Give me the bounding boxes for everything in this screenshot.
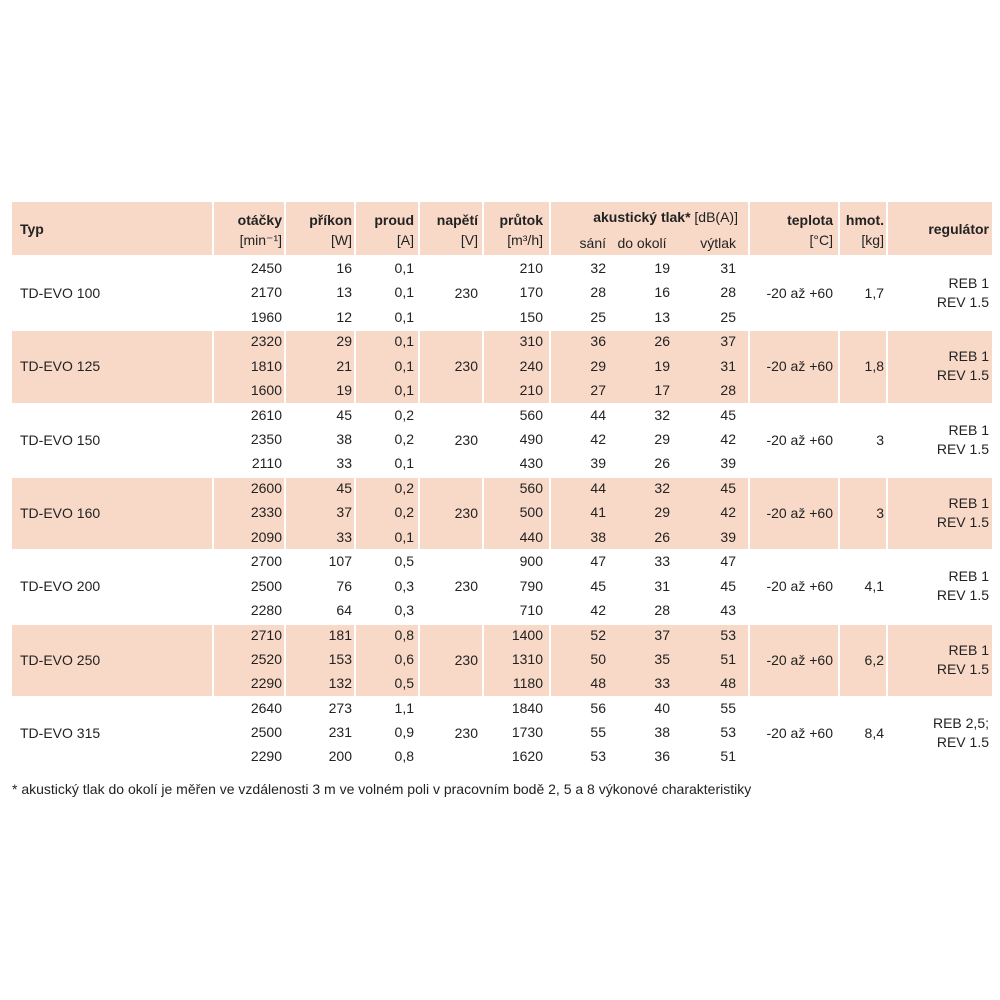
cell-sani: 52 <box>590 626 606 643</box>
cell-do-okoli: 37 <box>654 626 670 643</box>
column-divider <box>549 202 551 770</box>
cell-otacky: 2320 <box>250 333 282 350</box>
cell-do-okoli: 26 <box>654 455 670 472</box>
cell-prikon: 16 <box>336 260 352 276</box>
cell-prutok: 430 <box>519 455 543 472</box>
cell-teplota: -20 až +60 <box>766 285 833 301</box>
cell-proud: 0,1 <box>394 528 414 545</box>
cell-do-okoli: 32 <box>654 479 670 496</box>
cell-prikon: 132 <box>328 675 352 692</box>
cell-prikon: 64 <box>336 601 352 618</box>
row-divider <box>12 403 992 405</box>
cell-otacky: 2610 <box>250 406 282 423</box>
row-divider <box>12 329 992 331</box>
header-sani: sání <box>579 235 606 251</box>
cell-napeti: 230 <box>454 431 478 448</box>
cell-prutok: 900 <box>519 553 543 570</box>
cell-prutok: 1180 <box>512 675 543 692</box>
cell-vytlak: 55 <box>720 699 736 716</box>
cell-sani: 45 <box>590 577 606 594</box>
cell-sani: 32 <box>590 260 606 276</box>
cell-napeti: 230 <box>454 651 478 668</box>
cell-sani: 42 <box>590 430 606 447</box>
cell-vytlak: 37 <box>720 333 736 350</box>
cell-prutok: 170 <box>519 284 543 301</box>
cell-sani: 27 <box>590 381 606 398</box>
header-akustika <box>550 209 738 225</box>
cell-prikon: 38 <box>336 430 352 447</box>
cell-prutok: 150 <box>519 308 543 325</box>
cell-prikon: 21 <box>336 357 352 374</box>
header-teplota: teplota <box>787 212 833 228</box>
cell-prikon: 200 <box>328 748 352 765</box>
cell-prikon: 12 <box>336 308 352 325</box>
cell-otacky: 2290 <box>250 675 282 692</box>
cell-regulator-2: REV 1.5 <box>936 513 989 530</box>
cell-proud: 0,2 <box>394 504 414 521</box>
header-prikon-unit: [W] <box>331 232 352 248</box>
cell-prutok: 240 <box>519 357 543 374</box>
cell-prikon: 273 <box>328 699 352 716</box>
cell-prutok: 210 <box>519 260 543 276</box>
cell-otacky: 2280 <box>250 601 282 618</box>
cell-vytlak: 45 <box>720 406 736 423</box>
cell-vytlak: 47 <box>720 553 736 570</box>
cell-prikon: 19 <box>336 381 352 398</box>
row-divider <box>12 256 992 258</box>
cell-hmot: 3 <box>876 504 884 521</box>
cell-proud: 0,1 <box>394 308 414 325</box>
cell-otacky: 2330 <box>250 504 282 521</box>
header-hmot-unit: [kg] <box>861 232 884 248</box>
cell-do-okoli: 26 <box>654 528 670 545</box>
cell-otacky: 2170 <box>250 284 282 301</box>
cell-prikon: 45 <box>336 406 352 423</box>
cell-prutok: 560 <box>519 479 543 496</box>
row-divider <box>12 623 992 625</box>
cell-do-okoli: 28 <box>654 601 670 618</box>
cell-prikon: 181 <box>328 626 352 643</box>
cell-napeti: 230 <box>454 578 478 595</box>
cell-otacky: 2500 <box>250 577 282 594</box>
cell-regulator-2: REV 1.5 <box>936 367 989 384</box>
cell-prutok: 440 <box>519 528 543 545</box>
cell-vytlak: 39 <box>720 455 736 472</box>
cell-regulator-2: REV 1.5 <box>936 294 989 310</box>
column-divider <box>284 202 286 770</box>
row-divider <box>12 476 992 478</box>
cell-vytlak: 43 <box>720 601 736 618</box>
cell-vytlak: 31 <box>720 357 736 374</box>
header-akustika-label: akustický tlak* <box>593 209 691 225</box>
cell-otacky: 2710 <box>250 626 282 643</box>
cell-regulator-2: REV 1.5 <box>936 440 989 457</box>
cell-regulator-2: REV 1.5 <box>936 660 989 677</box>
cell-typ: TD-EVO 200 <box>20 578 101 595</box>
cell-prutok: 560 <box>519 406 543 423</box>
cell-regulator-1: REB 1 <box>948 421 989 438</box>
cell-regulator-1: REB 1 <box>948 275 989 291</box>
cell-proud: 0,3 <box>394 601 414 618</box>
cell-vytlak: 45 <box>720 577 736 594</box>
cell-regulator-1: REB 1 <box>948 568 989 585</box>
header-napeti-unit: [V] <box>460 232 478 248</box>
cell-prikon: 107 <box>328 553 352 570</box>
cell-prutok: 1730 <box>511 724 543 741</box>
cell-sani: 44 <box>590 406 606 423</box>
cell-sani: 55 <box>590 724 606 741</box>
cell-teplota: -20 až +60 <box>766 431 833 448</box>
cell-vytlak: 51 <box>720 650 736 667</box>
cell-proud: 0,1 <box>394 357 414 374</box>
cell-otacky: 2500 <box>250 724 282 741</box>
cell-prutok: 1400 <box>511 626 543 643</box>
cell-prikon: 33 <box>336 455 352 472</box>
header-otacky: otáčky <box>237 212 282 228</box>
cell-prutok: 1310 <box>511 650 543 667</box>
cell-do-okoli: 16 <box>654 284 670 301</box>
cell-teplota: -20 až +60 <box>766 724 833 741</box>
cell-prikon: 13 <box>336 284 352 301</box>
header-proud: proud <box>374 212 414 228</box>
cell-prikon: 37 <box>336 504 352 521</box>
cell-prutok: 500 <box>519 504 543 521</box>
cell-prikon: 29 <box>336 333 352 350</box>
header-prutok-unit: [m³/h] <box>507 232 543 248</box>
cell-napeti: 230 <box>454 285 478 301</box>
cell-do-okoli: 31 <box>654 577 670 594</box>
cell-do-okoli: 33 <box>654 675 670 692</box>
header-teplota-unit: [°C] <box>809 232 833 248</box>
cell-sani: 47 <box>590 553 606 570</box>
cell-do-okoli: 35 <box>654 650 670 667</box>
cell-vytlak: 48 <box>720 675 736 692</box>
cell-do-okoli: 32 <box>654 406 670 423</box>
cell-sani: 29 <box>590 357 606 374</box>
cell-proud: 0,1 <box>394 455 414 472</box>
cell-hmot: 1,7 <box>864 285 884 301</box>
cell-do-okoli: 19 <box>654 357 670 374</box>
cell-teplota: -20 až +60 <box>766 578 833 595</box>
header-prikon: příkon <box>309 212 352 228</box>
cell-otacky: 2700 <box>250 553 282 570</box>
cell-proud: 0,5 <box>394 553 414 570</box>
cell-typ: TD-EVO 160 <box>20 504 101 521</box>
cell-do-okoli: 38 <box>654 724 670 741</box>
cell-prikon: 153 <box>328 650 352 667</box>
header-hmot: hmot. <box>845 212 884 228</box>
cell-sani: 56 <box>590 699 606 716</box>
cell-typ: TD-EVO 250 <box>20 651 101 668</box>
cell-vytlak: 42 <box>720 504 736 521</box>
cell-vytlak: 39 <box>720 528 736 545</box>
cell-vytlak: 45 <box>720 479 736 496</box>
cell-do-okoli: 29 <box>654 430 670 447</box>
cell-proud: 0,3 <box>394 577 414 594</box>
cell-sani: 25 <box>590 308 606 325</box>
cell-prutok: 210 <box>519 381 543 398</box>
cell-vytlak: 42 <box>720 430 736 447</box>
cell-prutok: 710 <box>519 601 543 618</box>
cell-do-okoli: 19 <box>654 260 670 276</box>
cell-sani: 44 <box>590 479 606 496</box>
cell-otacky: 1810 <box>250 357 282 374</box>
cell-proud: 0,1 <box>394 333 414 350</box>
cell-do-okoli: 17 <box>654 381 670 398</box>
header-akustika-unit: [dB(A)] <box>694 209 738 225</box>
cell-otacky: 2640 <box>250 699 282 716</box>
cell-do-okoli: 13 <box>654 308 670 325</box>
cell-vytlak: 53 <box>720 626 736 643</box>
cell-otacky: 2090 <box>250 528 282 545</box>
cell-otacky: 2350 <box>250 430 282 447</box>
cell-napeti: 230 <box>454 358 478 375</box>
cell-prikon: 231 <box>328 724 352 741</box>
cell-regulator-1: REB 2,5; <box>932 714 989 731</box>
cell-napeti: 230 <box>454 504 478 521</box>
cell-prikon: 33 <box>336 528 352 545</box>
header-prutok: průtok <box>499 212 543 228</box>
cell-otacky: 1600 <box>250 381 282 398</box>
cell-regulator-2: REV 1.5 <box>936 733 989 750</box>
cell-otacky: 2600 <box>250 479 282 496</box>
cell-teplota: -20 až +60 <box>766 504 833 521</box>
cell-vytlak: 51 <box>720 748 736 765</box>
cell-prutok: 490 <box>519 430 543 447</box>
cell-proud: 0,1 <box>394 381 414 398</box>
cell-otacky: 2290 <box>250 748 282 765</box>
cell-sani: 39 <box>590 455 606 472</box>
cell-typ: TD-EVO 315 <box>20 724 101 741</box>
cell-do-okoli: 29 <box>654 504 670 521</box>
cell-typ: TD-EVO 150 <box>20 431 101 448</box>
cell-prutok: 1840 <box>511 699 543 716</box>
header-napeti: napětí <box>436 212 478 228</box>
header-do-okoli: do okolí <box>617 235 667 251</box>
cell-proud: 0,6 <box>394 650 414 667</box>
cell-proud: 0,1 <box>394 260 414 276</box>
cell-proud: 0,2 <box>394 430 414 447</box>
header-regulator: regulátor <box>928 221 989 237</box>
cell-teplota: -20 až +60 <box>766 651 833 668</box>
cell-proud: 0,8 <box>394 748 414 765</box>
cell-proud: 0,9 <box>394 724 414 741</box>
cell-hmot: 6,2 <box>864 651 884 668</box>
cell-otacky: 2450 <box>250 260 282 276</box>
cell-sani: 28 <box>590 284 606 301</box>
cell-do-okoli: 33 <box>654 553 670 570</box>
cell-proud: 0,1 <box>394 284 414 301</box>
cell-prutok: 790 <box>519 577 543 594</box>
cell-regulator-1: REB 1 <box>948 641 989 658</box>
row-divider <box>12 549 992 551</box>
cell-do-okoli: 26 <box>654 333 670 350</box>
cell-sani: 53 <box>590 748 606 765</box>
cell-prutok: 310 <box>519 333 543 350</box>
cell-vytlak: 28 <box>720 381 736 398</box>
cell-prikon: 76 <box>336 577 352 594</box>
cell-napeti: 230 <box>454 724 478 741</box>
cell-sani: 36 <box>590 333 606 350</box>
cell-vytlak: 28 <box>720 284 736 301</box>
cell-otacky: 2110 <box>251 455 282 472</box>
cell-regulator-1: REB 1 <box>948 348 989 365</box>
cell-sani: 50 <box>590 650 606 667</box>
cell-do-okoli: 36 <box>654 748 670 765</box>
cell-vytlak: 25 <box>720 308 736 325</box>
header-otacky-unit: [min⁻¹] <box>239 232 282 248</box>
header-typ: Typ <box>20 221 44 237</box>
header-vytlak: výtlak <box>700 235 736 251</box>
cell-sani: 48 <box>590 675 606 692</box>
row-divider <box>12 696 992 698</box>
cell-do-okoli: 40 <box>654 699 670 716</box>
cell-proud: 0,2 <box>394 479 414 496</box>
cell-prikon: 45 <box>336 479 352 496</box>
cell-sani: 41 <box>590 504 606 521</box>
cell-proud: 1,1 <box>394 699 414 716</box>
cell-prutok: 1620 <box>511 748 543 765</box>
cell-otacky: 2520 <box>250 650 282 667</box>
cell-teplota: -20 až +60 <box>766 358 833 375</box>
cell-hmot: 3 <box>876 431 884 448</box>
header-proud-unit: [A] <box>396 232 414 248</box>
cell-sani: 38 <box>590 528 606 545</box>
cell-hmot: 1,8 <box>864 358 884 375</box>
row-divider <box>12 769 992 771</box>
cell-proud: 0,5 <box>394 675 414 692</box>
cell-regulator-2: REV 1.5 <box>936 587 989 604</box>
cell-typ: TD-EVO 125 <box>20 358 101 375</box>
cell-hmot: 8,4 <box>864 724 884 741</box>
cell-otacky: 1960 <box>250 308 282 325</box>
cell-typ: TD-EVO 100 <box>20 285 101 301</box>
cell-vytlak: 53 <box>720 724 736 741</box>
cell-hmot: 4,1 <box>864 578 884 595</box>
cell-proud: 0,2 <box>394 406 414 423</box>
cell-vytlak: 31 <box>720 260 736 276</box>
footnote: * akustický tlak do okolí je měřen ve vzdálenosti 3 m ve volném poli v pracovním bodě 2, 5 a 8 výkonové charakteristiky <box>12 781 752 797</box>
cell-regulator-1: REB 1 <box>948 494 989 511</box>
column-divider <box>886 202 888 770</box>
cell-proud: 0,8 <box>394 626 414 643</box>
cell-sani: 42 <box>590 601 606 618</box>
